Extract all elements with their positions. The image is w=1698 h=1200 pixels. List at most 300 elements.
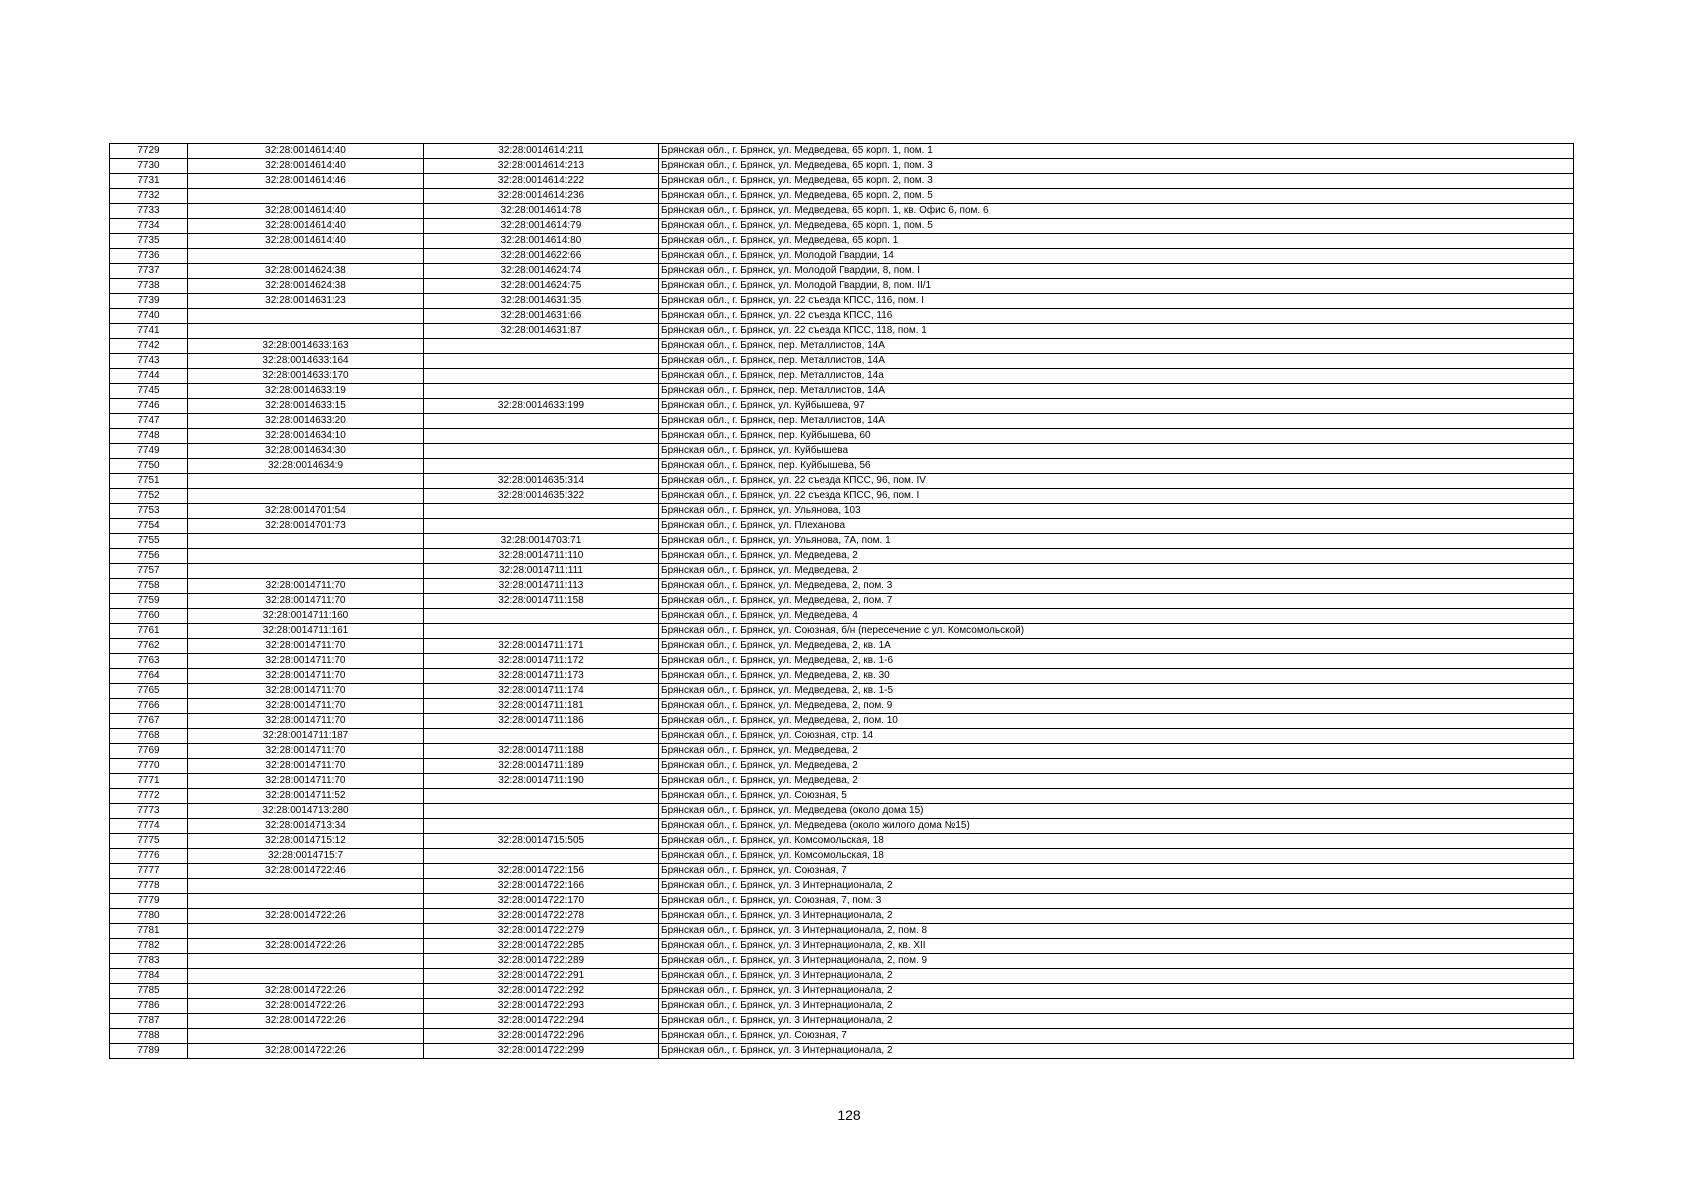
- row-number-cell: 7739: [110, 294, 188, 309]
- object-number-cell: 32:28:0014722:299: [424, 1044, 659, 1059]
- object-number-cell: [424, 729, 659, 744]
- table-row: [110, 594, 1574, 609]
- row-number-cell: 7733: [110, 204, 188, 219]
- table-row: [110, 384, 1574, 399]
- table-row: [110, 1044, 1574, 1059]
- address-cell: Брянская обл., г. Брянск, ул. Союзная, б/н (пересечение с ул. Комсомольской): [659, 624, 1574, 639]
- row-number-cell: 7760: [110, 609, 188, 624]
- object-number-cell: [424, 384, 659, 399]
- table-row: [110, 849, 1574, 864]
- object-number-cell: 32:28:0014711:173: [424, 669, 659, 684]
- parcel-number-cell: [188, 969, 424, 984]
- object-number-cell: 32:28:0014722:170: [424, 894, 659, 909]
- address-cell: Брянская обл., г. Брянск, ул. 22 съезда КПСС, 116: [659, 309, 1574, 324]
- object-number-cell: 32:28:0014711:186: [424, 714, 659, 729]
- table-row: [110, 564, 1574, 579]
- address-cell: Брянская обл., г. Брянск, ул. 22 съезда КПСС, 118, пом. 1: [659, 324, 1574, 339]
- object-number-cell: 32:28:0014722:294: [424, 1014, 659, 1029]
- row-number-cell: 7736: [110, 249, 188, 264]
- address-cell: Брянская обл., г. Брянск, ул. 3 Интернационала, 2: [659, 1044, 1574, 1059]
- object-number-cell: 32:28:0014711:188: [424, 744, 659, 759]
- object-number-cell: 32:28:0014722:296: [424, 1029, 659, 1044]
- parcel-number-cell: [188, 534, 424, 549]
- parcel-number-cell: 32:28:0014711:160: [188, 609, 424, 624]
- parcel-number-cell: 32:28:0014711:70: [188, 654, 424, 669]
- object-number-cell: [424, 369, 659, 384]
- parcel-number-cell: 32:28:0014614:40: [188, 234, 424, 249]
- parcel-number-cell: 32:28:0014713:280: [188, 804, 424, 819]
- table-row: [110, 624, 1574, 639]
- table-row: [110, 924, 1574, 939]
- object-number-cell: 32:28:0014711:171: [424, 639, 659, 654]
- object-number-cell: 32:28:0014624:74: [424, 264, 659, 279]
- table-row: [110, 159, 1574, 174]
- row-number-cell: 7755: [110, 534, 188, 549]
- object-number-cell: 32:28:0014631:66: [424, 309, 659, 324]
- parcel-number-cell: 32:28:0014634:10: [188, 429, 424, 444]
- address-cell: Брянская обл., г. Брянск, ул. Медведева, 2, кв. 30: [659, 669, 1574, 684]
- row-number-cell: 7762: [110, 639, 188, 654]
- row-number-cell: 7738: [110, 279, 188, 294]
- address-cell: Брянская обл., г. Брянск, ул. 3 Интернационала, 2: [659, 1014, 1574, 1029]
- object-number-cell: [424, 624, 659, 639]
- parcel-number-cell: 32:28:0014722:26: [188, 909, 424, 924]
- table-row: [110, 759, 1574, 774]
- object-number-cell: 32:28:0014624:75: [424, 279, 659, 294]
- address-cell: Брянская обл., г. Брянск, ул. Медведева, 2, кв. 1-5: [659, 684, 1574, 699]
- row-number-cell: 7747: [110, 414, 188, 429]
- address-cell: Брянская обл., г. Брянск, ул. Медведева, 2: [659, 564, 1574, 579]
- object-number-cell: 32:28:0014631:87: [424, 324, 659, 339]
- page-number: 128: [837, 1107, 861, 1123]
- row-number-cell: 7734: [110, 219, 188, 234]
- parcel-number-cell: 32:28:0014713:34: [188, 819, 424, 834]
- object-number-cell: 32:28:0014711:181: [424, 699, 659, 714]
- address-cell: Брянская обл., г. Брянск, ул. Ульянова, 103: [659, 504, 1574, 519]
- row-number-cell: 7780: [110, 909, 188, 924]
- row-number-cell: 7779: [110, 894, 188, 909]
- object-number-cell: [424, 429, 659, 444]
- parcel-number-cell: 32:28:0014722:26: [188, 999, 424, 1014]
- address-cell: Брянская обл., г. Брянск, пер. Куйбышева, 60: [659, 429, 1574, 444]
- row-number-cell: 7763: [110, 654, 188, 669]
- row-number-cell: 7764: [110, 669, 188, 684]
- row-number-cell: 7787: [110, 1014, 188, 1029]
- object-number-cell: [424, 849, 659, 864]
- parcel-number-cell: 32:28:0014624:38: [188, 264, 424, 279]
- table-row: [110, 234, 1574, 249]
- parcel-number-cell: 32:28:0014722:26: [188, 1014, 424, 1029]
- parcel-number-cell: 32:28:0014715:12: [188, 834, 424, 849]
- object-number-cell: 32:28:0014635:314: [424, 474, 659, 489]
- row-number-cell: 7745: [110, 384, 188, 399]
- row-number-cell: 7759: [110, 594, 188, 609]
- table-row: [110, 729, 1574, 744]
- parcel-number-cell: 32:28:0014722:26: [188, 1044, 424, 1059]
- parcel-number-cell: 32:28:0014701:73: [188, 519, 424, 534]
- row-number-cell: 7735: [110, 234, 188, 249]
- table-row: [110, 639, 1574, 654]
- address-cell: Брянская обл., г. Брянск, ул. 3 Интернационала, 2, пом. 8: [659, 924, 1574, 939]
- table-row: [110, 834, 1574, 849]
- object-number-cell: [424, 609, 659, 624]
- address-cell: Брянская обл., г. Брянск, ул. Медведева, 2, кв. 1А: [659, 639, 1574, 654]
- row-number-cell: 7732: [110, 189, 188, 204]
- table-row: [110, 549, 1574, 564]
- table-row: [110, 954, 1574, 969]
- address-cell: Брянская обл., г. Брянск, пер. Металлистов, 14а: [659, 369, 1574, 384]
- address-cell: Брянская обл., г. Брянск, пер. Металлистов, 14А: [659, 384, 1574, 399]
- parcel-number-cell: 32:28:0014711:70: [188, 759, 424, 774]
- table-row: [110, 939, 1574, 954]
- table-row: [110, 699, 1574, 714]
- address-cell: Брянская обл., г. Брянск, ул. Комсомольская, 18: [659, 849, 1574, 864]
- address-cell: Брянская обл., г. Брянск, ул. Союзная, 7, пом. 3: [659, 894, 1574, 909]
- row-number-cell: 7750: [110, 459, 188, 474]
- object-number-cell: 32:28:0014614:78: [424, 204, 659, 219]
- parcel-number-cell: 32:28:0014634:9: [188, 459, 424, 474]
- table-row: [110, 864, 1574, 879]
- parcel-number-cell: 32:28:0014614:40: [188, 159, 424, 174]
- address-cell: Брянская обл., г. Брянск, ул. Медведева, 65 корп. 1, пом. 1: [659, 144, 1574, 159]
- address-cell: Брянская обл., г. Брянск, ул. 3 Интернационала, 2: [659, 909, 1574, 924]
- object-number-cell: 32:28:0014633:199: [424, 399, 659, 414]
- table-row: [110, 459, 1574, 474]
- object-number-cell: 32:28:0014722:166: [424, 879, 659, 894]
- row-number-cell: 7748: [110, 429, 188, 444]
- cadastral-table: [109, 143, 1574, 1059]
- object-number-cell: [424, 789, 659, 804]
- row-number-cell: 7756: [110, 549, 188, 564]
- parcel-number-cell: [188, 954, 424, 969]
- parcel-number-cell: [188, 309, 424, 324]
- object-number-cell: 32:28:0014711:190: [424, 774, 659, 789]
- object-number-cell: 32:28:0014722:279: [424, 924, 659, 939]
- parcel-number-cell: 32:28:0014722:26: [188, 939, 424, 954]
- parcel-number-cell: [188, 564, 424, 579]
- row-number-cell: 7751: [110, 474, 188, 489]
- object-number-cell: 32:28:0014711:158: [424, 594, 659, 609]
- table-row: [110, 189, 1574, 204]
- parcel-number-cell: 32:28:0014633:164: [188, 354, 424, 369]
- parcel-number-cell: 32:28:0014711:52: [188, 789, 424, 804]
- row-number-cell: 7749: [110, 444, 188, 459]
- table-row: [110, 714, 1574, 729]
- row-number-cell: 7782: [110, 939, 188, 954]
- table-row: [110, 879, 1574, 894]
- row-number-cell: 7768: [110, 729, 188, 744]
- object-number-cell: 32:28:0014622:66: [424, 249, 659, 264]
- object-number-cell: 32:28:0014631:35: [424, 294, 659, 309]
- address-cell: Брянская обл., г. Брянск, ул. Медведева, 65 корп. 1: [659, 234, 1574, 249]
- address-cell: Брянская обл., г. Брянск, ул. 22 съезда КПСС, 96, пом. I: [659, 489, 1574, 504]
- address-cell: Брянская обл., г. Брянск, ул. Союзная, 7: [659, 1029, 1574, 1044]
- address-cell: Брянская обл., г. Брянск, ул. 3 Интернационала, 2: [659, 984, 1574, 999]
- parcel-number-cell: [188, 489, 424, 504]
- address-cell: Брянская обл., г. Брянск, ул. 3 Интернационала, 2: [659, 999, 1574, 1014]
- parcel-number-cell: 32:28:0014711:70: [188, 579, 424, 594]
- address-cell: Брянская обл., г. Брянск, ул. 22 съезда КПСС, 116, пом. I: [659, 294, 1574, 309]
- row-number-cell: 7766: [110, 699, 188, 714]
- row-number-cell: 7742: [110, 339, 188, 354]
- parcel-number-cell: 32:28:0014711:70: [188, 774, 424, 789]
- table-row: [110, 489, 1574, 504]
- row-number-cell: 7789: [110, 1044, 188, 1059]
- object-number-cell: 32:28:0014711:172: [424, 654, 659, 669]
- object-number-cell: 32:28:0014715:505: [424, 834, 659, 849]
- table-row: [110, 804, 1574, 819]
- row-number-cell: 7771: [110, 774, 188, 789]
- parcel-number-cell: 32:28:0014711:187: [188, 729, 424, 744]
- object-number-cell: 32:28:0014711:110: [424, 549, 659, 564]
- parcel-number-cell: [188, 249, 424, 264]
- object-number-cell: 32:28:0014722:292: [424, 984, 659, 999]
- address-cell: Брянская обл., г. Брянск, ул. Медведева, 2: [659, 759, 1574, 774]
- table-row: [110, 429, 1574, 444]
- row-number-cell: 7740: [110, 309, 188, 324]
- parcel-number-cell: 32:28:0014722:26: [188, 984, 424, 999]
- object-number-cell: 32:28:0014614:213: [424, 159, 659, 174]
- row-number-cell: 7731: [110, 174, 188, 189]
- parcel-number-cell: 32:28:0014633:19: [188, 384, 424, 399]
- address-cell: Брянская обл., г. Брянск, пер. Куйбышева, 56: [659, 459, 1574, 474]
- parcel-number-cell: [188, 924, 424, 939]
- row-number-cell: 7788: [110, 1029, 188, 1044]
- row-number-cell: 7776: [110, 849, 188, 864]
- row-number-cell: 7737: [110, 264, 188, 279]
- object-number-cell: [424, 459, 659, 474]
- parcel-number-cell: 32:28:0014711:70: [188, 699, 424, 714]
- object-number-cell: 32:28:0014711:111: [424, 564, 659, 579]
- object-number-cell: 32:28:0014711:174: [424, 684, 659, 699]
- row-number-cell: 7753: [110, 504, 188, 519]
- table-row: [110, 504, 1574, 519]
- address-cell: Брянская обл., г. Брянск, ул. Медведева, 2, пом. 10: [659, 714, 1574, 729]
- table-row: [110, 969, 1574, 984]
- parcel-number-cell: 32:28:0014633:170: [188, 369, 424, 384]
- address-cell: Брянская обл., г. Брянск, ул. Медведева, 2, пом. 9: [659, 699, 1574, 714]
- object-number-cell: 32:28:0014635:322: [424, 489, 659, 504]
- row-number-cell: 7786: [110, 999, 188, 1014]
- row-number-cell: 7761: [110, 624, 188, 639]
- address-cell: Брянская обл., г. Брянск, ул. Молодой Гвардии, 8, пом. I: [659, 264, 1574, 279]
- row-number-cell: 7730: [110, 159, 188, 174]
- table-row: [110, 294, 1574, 309]
- row-number-cell: 7775: [110, 834, 188, 849]
- object-number-cell: 32:28:0014614:236: [424, 189, 659, 204]
- table-row: [110, 399, 1574, 414]
- object-number-cell: 32:28:0014722:289: [424, 954, 659, 969]
- table-row: [110, 774, 1574, 789]
- object-number-cell: 32:28:0014722:291: [424, 969, 659, 984]
- parcel-number-cell: 32:28:0014633:15: [188, 399, 424, 414]
- parcel-number-cell: 32:28:0014614:40: [188, 204, 424, 219]
- parcel-number-cell: 32:28:0014715:7: [188, 849, 424, 864]
- table-row: [110, 894, 1574, 909]
- table-row: [110, 789, 1574, 804]
- object-number-cell: [424, 444, 659, 459]
- parcel-number-cell: [188, 324, 424, 339]
- object-number-cell: 32:28:0014722:156: [424, 864, 659, 879]
- table-row: [110, 414, 1574, 429]
- object-number-cell: 32:28:0014711:113: [424, 579, 659, 594]
- address-cell: Брянская обл., г. Брянск, ул. Медведева, 2, кв. 1-6: [659, 654, 1574, 669]
- table-row: [110, 669, 1574, 684]
- address-cell: Брянская обл., г. Брянск, ул. Медведева, 2, пом. 7: [659, 594, 1574, 609]
- table-row: [110, 909, 1574, 924]
- address-cell: Брянская обл., г. Брянск, ул. Медведева, 65 корп. 2, пом. 3: [659, 174, 1574, 189]
- parcel-number-cell: 32:28:0014633:20: [188, 414, 424, 429]
- row-number-cell: 7772: [110, 789, 188, 804]
- table-row: [110, 339, 1574, 354]
- table-body: [110, 144, 1574, 1059]
- address-cell: Брянская обл., г. Брянск, ул. Медведева, 2, пом. 3: [659, 579, 1574, 594]
- address-cell: Брянская обл., г. Брянск, ул. Медведева, 65 корп. 1, пом. 3: [659, 159, 1574, 174]
- address-cell: Брянская обл., г. Брянск, ул. 3 Интернационала, 2: [659, 879, 1574, 894]
- parcel-number-cell: [188, 879, 424, 894]
- table-row: [110, 519, 1574, 534]
- parcel-number-cell: 32:28:0014633:163: [188, 339, 424, 354]
- address-cell: Брянская обл., г. Брянск, ул. Медведева, 4: [659, 609, 1574, 624]
- row-number-cell: 7783: [110, 954, 188, 969]
- address-cell: Брянская обл., г. Брянск, ул. Медведева, 2: [659, 774, 1574, 789]
- address-cell: Брянская обл., г. Брянск, ул. Медведева (около жилого дома №15): [659, 819, 1574, 834]
- parcel-number-cell: [188, 189, 424, 204]
- address-cell: Брянская обл., г. Брянск, ул. Комсомольская, 18: [659, 834, 1574, 849]
- address-cell: Брянская обл., г. Брянск, ул. 22 съезда КПСС, 96, пом. IV: [659, 474, 1574, 489]
- row-number-cell: 7767: [110, 714, 188, 729]
- address-cell: Брянская обл., г. Брянск, ул. 3 Интернационала, 2, пом. 9: [659, 954, 1574, 969]
- table-row: [110, 204, 1574, 219]
- address-cell: Брянская обл., г. Брянск, ул. Медведева, 2: [659, 744, 1574, 759]
- parcel-number-cell: 32:28:0014711:161: [188, 624, 424, 639]
- parcel-number-cell: 32:28:0014614:46: [188, 174, 424, 189]
- object-number-cell: 32:28:0014614:80: [424, 234, 659, 249]
- address-cell: Брянская обл., г. Брянск, пер. Металлистов, 14А: [659, 414, 1574, 429]
- object-number-cell: [424, 804, 659, 819]
- object-number-cell: [424, 414, 659, 429]
- table-row: [110, 474, 1574, 489]
- address-cell: Брянская обл., г. Брянск, ул. Медведева, 65 корп. 1, кв. Офис 6, пом. 6: [659, 204, 1574, 219]
- parcel-number-cell: 32:28:0014634:30: [188, 444, 424, 459]
- row-number-cell: 7777: [110, 864, 188, 879]
- object-number-cell: 32:28:0014722:293: [424, 999, 659, 1014]
- address-cell: Брянская обл., г. Брянск, ул. Союзная, 5: [659, 789, 1574, 804]
- table-row: [110, 609, 1574, 624]
- table-row: [110, 174, 1574, 189]
- object-number-cell: 32:28:0014703:71: [424, 534, 659, 549]
- address-cell: Брянская обл., г. Брянск, пер. Металлистов, 14А: [659, 339, 1574, 354]
- table-row: [110, 819, 1574, 834]
- address-cell: Брянская обл., г. Брянск, пер. Металлистов, 14А: [659, 354, 1574, 369]
- table-row: [110, 219, 1574, 234]
- address-cell: Брянская обл., г. Брянск, ул. Медведева (около дома 15): [659, 804, 1574, 819]
- address-cell: Брянская обл., г. Брянск, ул. Куйбышева: [659, 444, 1574, 459]
- object-number-cell: 32:28:0014722:278: [424, 909, 659, 924]
- object-number-cell: [424, 504, 659, 519]
- table-row: [110, 984, 1574, 999]
- address-cell: Брянская обл., г. Брянск, ул. Молодой Гвардии, 8, пом. II/1: [659, 279, 1574, 294]
- parcel-number-cell: [188, 474, 424, 489]
- table-row: [110, 324, 1574, 339]
- row-number-cell: 7741: [110, 324, 188, 339]
- row-number-cell: 7744: [110, 369, 188, 384]
- parcel-number-cell: 32:28:0014624:38: [188, 279, 424, 294]
- object-number-cell: [424, 819, 659, 834]
- row-number-cell: 7774: [110, 819, 188, 834]
- table-row: [110, 684, 1574, 699]
- address-cell: Брянская обл., г. Брянск, ул. Союзная, стр. 14: [659, 729, 1574, 744]
- address-cell: Брянская обл., г. Брянск, ул. Куйбышева, 97: [659, 399, 1574, 414]
- parcel-number-cell: 32:28:0014614:40: [188, 219, 424, 234]
- object-number-cell: [424, 339, 659, 354]
- parcel-number-cell: 32:28:0014711:70: [188, 684, 424, 699]
- table-row: [110, 534, 1574, 549]
- parcel-number-cell: 32:28:0014711:70: [188, 639, 424, 654]
- address-cell: Брянская обл., г. Брянск, ул. 3 Интернационала, 2: [659, 969, 1574, 984]
- table-row: [110, 579, 1574, 594]
- table-row: [110, 444, 1574, 459]
- row-number-cell: 7743: [110, 354, 188, 369]
- row-number-cell: 7765: [110, 684, 188, 699]
- table-row: [110, 369, 1574, 384]
- address-cell: Брянская обл., г. Брянск, ул. Плеханова: [659, 519, 1574, 534]
- row-number-cell: 7757: [110, 564, 188, 579]
- parcel-number-cell: 32:28:0014701:54: [188, 504, 424, 519]
- object-number-cell: 32:28:0014614:211: [424, 144, 659, 159]
- row-number-cell: 7746: [110, 399, 188, 414]
- row-number-cell: 7770: [110, 759, 188, 774]
- table-row: [110, 999, 1574, 1014]
- parcel-number-cell: 32:28:0014711:70: [188, 744, 424, 759]
- row-number-cell: 7781: [110, 924, 188, 939]
- table-row: [110, 744, 1574, 759]
- address-cell: Брянская обл., г. Брянск, ул. Медведева, 2: [659, 549, 1574, 564]
- table-row: [110, 654, 1574, 669]
- parcel-number-cell: 32:28:0014631:23: [188, 294, 424, 309]
- table-row: [110, 144, 1574, 159]
- table-row: [110, 1029, 1574, 1044]
- row-number-cell: 7784: [110, 969, 188, 984]
- object-number-cell: 32:28:0014711:189: [424, 759, 659, 774]
- object-number-cell: 32:28:0014722:285: [424, 939, 659, 954]
- table-row: [110, 279, 1574, 294]
- object-number-cell: [424, 519, 659, 534]
- row-number-cell: 7785: [110, 984, 188, 999]
- parcel-number-cell: [188, 894, 424, 909]
- address-cell: Брянская обл., г. Брянск, ул. Медведева, 65 корп. 2, пом. 5: [659, 189, 1574, 204]
- row-number-cell: 7729: [110, 144, 188, 159]
- row-number-cell: 7778: [110, 879, 188, 894]
- table-row: [110, 264, 1574, 279]
- parcel-number-cell: [188, 1029, 424, 1044]
- address-cell: Брянская обл., г. Брянск, ул. Молодой Гвардии, 14: [659, 249, 1574, 264]
- parcel-number-cell: 32:28:0014711:70: [188, 669, 424, 684]
- parcel-number-cell: [188, 549, 424, 564]
- object-number-cell: [424, 354, 659, 369]
- table-row: [110, 354, 1574, 369]
- row-number-cell: 7773: [110, 804, 188, 819]
- table-row: [110, 249, 1574, 264]
- parcel-number-cell: 32:28:0014711:70: [188, 594, 424, 609]
- table-row: [110, 309, 1574, 324]
- table-row: [110, 1014, 1574, 1029]
- address-cell: Брянская обл., г. Брянск, ул. Медведева, 65 корп. 1, пом. 5: [659, 219, 1574, 234]
- parcel-number-cell: 32:28:0014722:46: [188, 864, 424, 879]
- address-cell: Брянская обл., г. Брянск, ул. Союзная, 7: [659, 864, 1574, 879]
- row-number-cell: 7752: [110, 489, 188, 504]
- parcel-number-cell: 32:28:0014614:40: [188, 144, 424, 159]
